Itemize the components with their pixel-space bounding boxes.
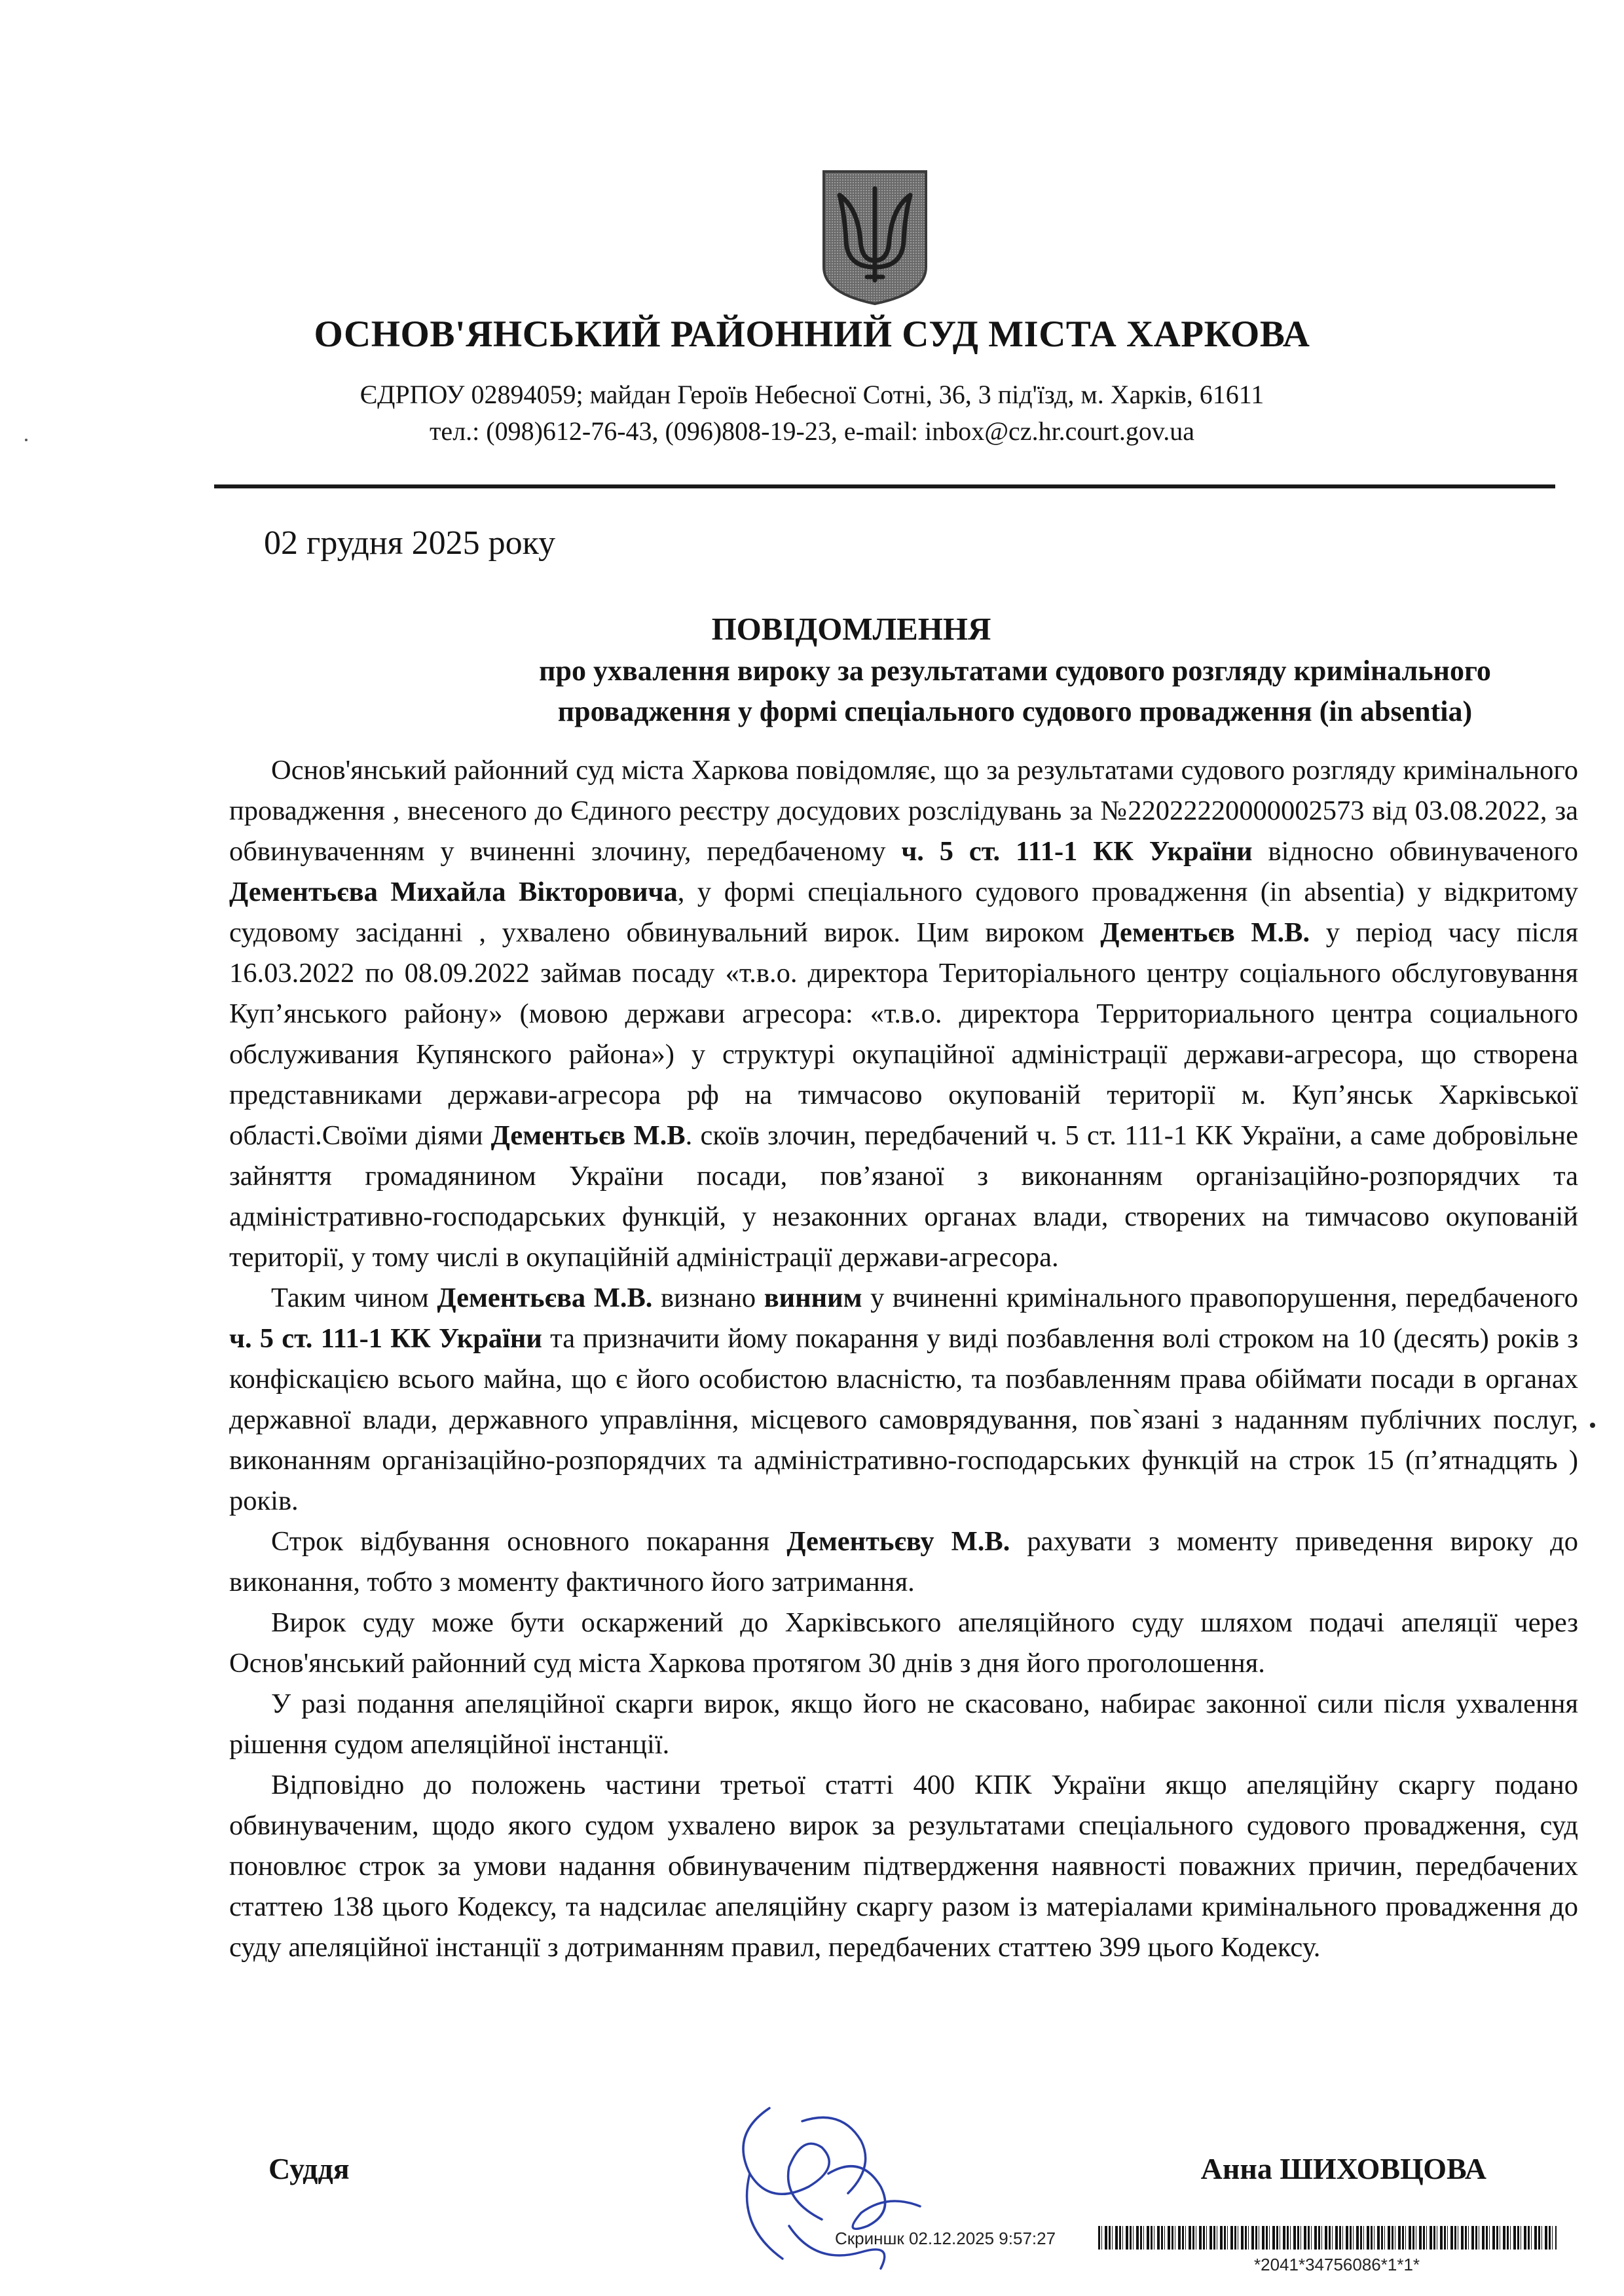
defendant-short-name: Дементьєв М.В: [490, 1120, 686, 1151]
registry-stamp: Скриншк 02.12.2025 9:57:27: [835, 2229, 1056, 2248]
text: у вчиненні кримінального правопорушення, передбаченого: [862, 1283, 1578, 1313]
defendant-name: Дементьєва Михайла Вікторовича: [229, 877, 678, 907]
guilty-word: винним: [764, 1283, 862, 1313]
article-reference: ч. 5 ст. 111-1 КК України: [229, 1323, 542, 1354]
court-contacts: [0, 376, 1624, 450]
notice-subtitle-line-1: про ухвалення вироку за результатами судового розгляду кримінального: [539, 655, 1491, 687]
text: Таким чином: [271, 1283, 437, 1313]
defendant-short-name: Дементьєв М.В.: [1100, 917, 1310, 948]
text: відносно обвинуваченого: [1252, 836, 1578, 867]
paragraph-appeal-term: Відповідно до положень частини третьої статті 400 КПК України якщо апеляційну скаргу подано обвинуваченим, щодо якого судом ухвалено вирок за результатами спеціального судового провадження, суд поновлює строк за умови надання обвинуваченим підтвердження наявності поважних причин, передбачених статтею 138 цього Кодексу, та надсилає апеляційну скаргу разом із матеріалами кримінального провадження до суду апеляційної інстанції з дотриманням правил, передбачених статтею 399 цього Кодексу.: [229, 1770, 1578, 1963]
text: Основ'янський районний суд міста Харкова повідомляє, що за результатами судового розгляду кримінального провадження , внесеного до Єдиного реєстру досудових розслідувань за №22022220000002573 від 03.08.2022, за обвинуваченням у вчиненні злочину, передбаченому: [229, 755, 1578, 867]
registry-stamp-area: [835, 2226, 1588, 2288]
text: Строк відбування основного покарання: [271, 1526, 787, 1557]
paragraph-verdict: [229, 750, 1578, 1278]
text: визнано: [652, 1283, 764, 1313]
court-phone-email: тел.: (098)612-76-43, (096)808-19-23, e-mail: inbox@cz.hr.court.gov.ua: [429, 416, 1195, 446]
notice-title: ПОВІДОМЛЕННЯ: [711, 611, 991, 647]
court-address: ЄДРПОУ 02894059; майдан Героїв Небесної Сотні, 36, 3 під'їзд, м. Харків, 61611: [360, 380, 1264, 409]
header-divider: [214, 484, 1555, 488]
text: . скоїв злочин, передбачений ч. 5 ст. 111-1 КК України, а саме добровільне зайняття громадянином України посади, пов’язаної з виконанням організаційно-розпорядчих та адміністративно-господарських функцій, у незаконних органах влади, створених на тимчасово окупованій території, у тому числі в окупаційній адміністрації держави-агресора.: [229, 1120, 1578, 1273]
paragraph-sentence: [229, 1278, 1578, 1522]
judge-name: Анна ШИХОВЦОВА: [1200, 2152, 1486, 2185]
document-date: 02 грудня 2025 року: [264, 524, 556, 562]
text: у період часу після 16.03.2022 по 08.09.2022 займав посаду «т.в.о. директора Територіального центру соціального обслуговування Куп’янського району» (мовою держави агресора: «т.в.о. директора Территориального центра социального обслуживания Купянского района») у структурі окупаційної адміністрації держави-агресора, що створена представниками держави-агресора рф на тимчасово окупованій території м. Куп’янськ Харківської області.Своїми діями: [229, 917, 1579, 1151]
paragraph-term-start: [229, 1522, 1578, 1603]
article-reference: ч. 5 ст. 111-1 КК України: [901, 836, 1253, 867]
court-name: ОСНОВ'ЯНСЬКИЙ РАЙОННИЙ СУД МІСТА ХАРКОВА: [314, 314, 1310, 355]
barcode: [1098, 2226, 1557, 2250]
notice-subtitle-line-2: провадження у формі спеціального судового провадження (in absentia): [557, 695, 1473, 727]
paragraph-appeal: Вирок суду може бути оскаржений до Харківського апеляційного суду шляхом подачі апеляції через Основ'янський районний суд міста Харкова протягом 30 днів з дня його проголошення.: [229, 1607, 1578, 1679]
judge-role: Суддя: [268, 2152, 350, 2185]
paragraph-legal-force: У разі подання апеляційної скарги вирок, якщо його не скасовано, набирає законної сили після ухвалення рішення судом апеляційної інстанції.: [229, 1688, 1578, 1760]
registry-code: *2041*34756086*1*1*: [1254, 2255, 1420, 2274]
scan-speck: [1590, 1423, 1595, 1428]
trident-emblem-icon: [821, 169, 929, 306]
defendant-short-name: Дементьєву М.В.: [786, 1526, 1010, 1557]
text: рахувати з моменту приведення вироку до виконання, тобто з моменту фактичного його затримання.: [229, 1526, 1578, 1597]
text: та призначити йому покарання у виді позбавлення волі строком на 10 (десять) років з конфіскацією всього майна, що є його особистою власністю, та позбавленням права обіймати посади в органах державної влади, державного управління, місцевого самоврядування, пов`язані з наданням публічних послуг, виконанням організаційно-розпорядчих та адміністративно-господарських функцій на строк 15 (п’ятнадцять ) років.: [229, 1323, 1578, 1516]
defendant-short-name: Дементьєва М.В.: [437, 1283, 653, 1313]
scan-speck: [25, 439, 28, 441]
notice-body: [229, 750, 1578, 1968]
notice-subtitle: [229, 651, 1624, 732]
text: , у формі спеціального судового провадження (in absentia) у відкритому судовому засіданні , ухвалено обвинувальний вирок. Цим вироком: [229, 877, 1579, 948]
